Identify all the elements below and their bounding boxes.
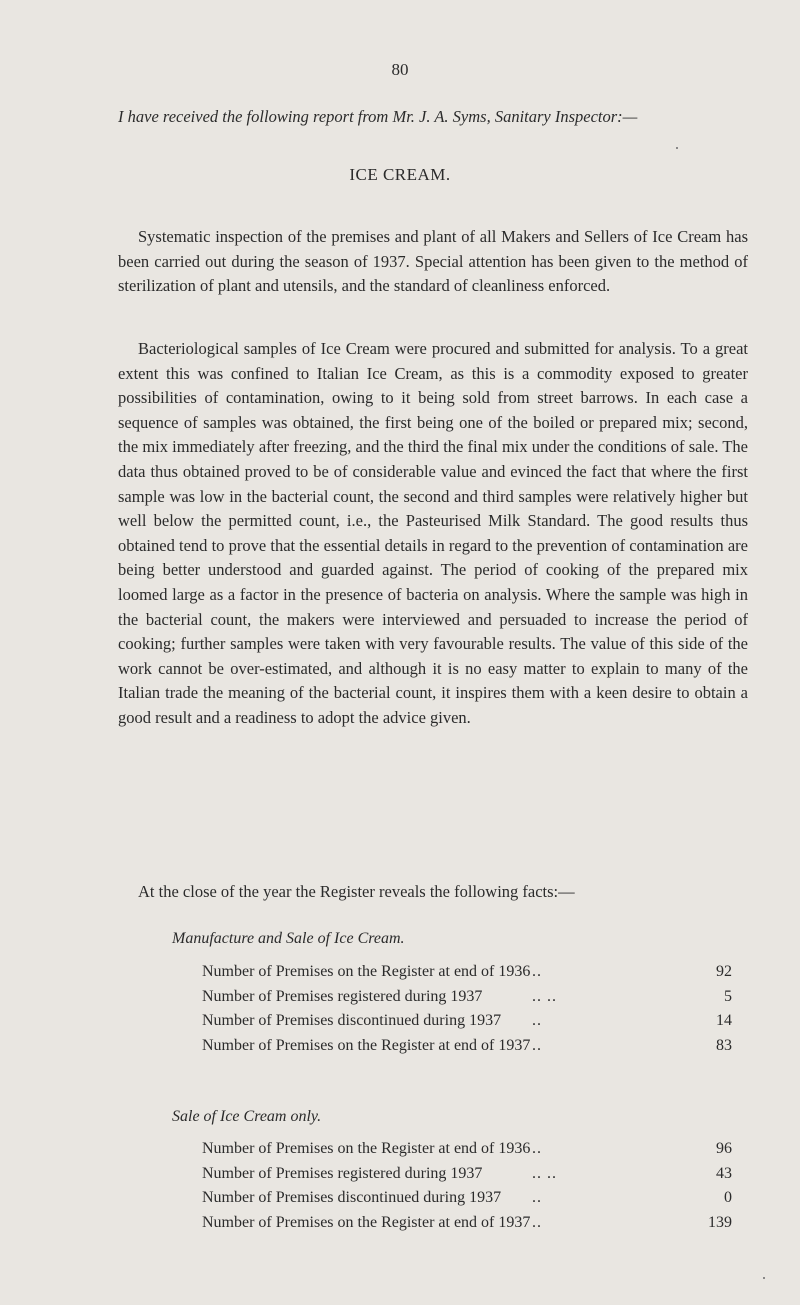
table-row: [202, 1140, 742, 1165]
row-label: Number of Premises registered during 1937: [202, 987, 483, 1005]
row-label: Number of Premises on the Register at end of 1937: [202, 1213, 531, 1231]
row-label: Number of Premises on the Register at end of 1937: [202, 1036, 531, 1054]
paragraph-bacteriological: Bacteriological samples of Ice Cream were procured and submitted for analysis. To a great extent this was confined to Italian Ice Cream, as this is a commodity exposed to greater possibilities of contamination, owing to it being sold from street barrows. In each case a sequence of samples was obtained, the first being one of the boiled or prepared mix; second, the mix immediately after freezing, and the third the final mix under the conditions of sale. The data thus obtained proved to be of considerable value and evinced the fact that where the first sample was low in the bacterial count, the second and third samples were relatively higher but well below the permitted count, i.e., the Pasteurised Milk Standard. The good results thus obtained tend to prove that the essential details in regard to the prevention of contamination are being better understood and guarded against. The period of cooking of the prepared mix loomed large as a factor in the presence of bacteria on analysis. Where the sample was high in the bacterial count, the makers were interviewed and persuaded to increase the period of cooking; further samples were taken with very favourable results. The value of this side of the work cannot be over-estimated, and although it is no easy matter to explain to many of the Italian trade the meaning of the bacterial count, it inspires them with a keen desire to obtain a good result and a readiness to adopt the advice given.: [118, 339, 748, 727]
row-leader: ..: [532, 1189, 542, 1206]
row-label: Number of Premises on the Register at end of 1936: [202, 1140, 531, 1157]
row-value: 83: [716, 1036, 732, 1054]
table-row: [202, 1037, 742, 1062]
page-number: 80: [391, 60, 409, 79]
row-value: 0: [724, 1189, 732, 1206]
table-row: [202, 1012, 742, 1037]
row-leader: ..: [532, 963, 542, 980]
row-leader: ..: [532, 1012, 542, 1029]
row-label: Number of Premises registered during 1937: [202, 1164, 483, 1182]
row-label: Number of Premises on the Register at end of 1936: [202, 963, 531, 980]
row-label: Number of Premises discontinued during 1937: [202, 1012, 502, 1029]
table-row: [202, 963, 742, 988]
row-value: 5: [724, 987, 732, 1005]
sale-only-table: [202, 1140, 742, 1238]
row-label: Number of Premises discontinued during 1937: [202, 1189, 502, 1206]
manufacture-sale-title: Manufacture and Sale of Ice Cream.: [172, 930, 405, 947]
table-row: [202, 988, 742, 1013]
intro-text: I have received the following report from Mr. J. A. Syms, Sanitary Inspector:—: [118, 107, 638, 126]
row-leader: ..: [532, 1213, 542, 1231]
row-leader: .. ..: [532, 1164, 557, 1182]
row-value: 139: [708, 1213, 732, 1231]
section-heading: ICE CREAM.: [349, 165, 451, 184]
paper-speck: [763, 1277, 765, 1279]
paragraph-register-facts: At the close of the year the Register reveals the following facts:—: [138, 882, 575, 901]
paper-speck: [676, 147, 678, 149]
table-row: [202, 1214, 742, 1239]
paragraph-inspection: Systematic inspection of the premises and plant of all Makers and Sellers of Ice Cream has been carried out during the season of 1937. Special attention has been given to the method of sterilization of plant and utensils, and the standard of cleanliness enforced.: [118, 227, 748, 296]
row-value: 96: [716, 1140, 732, 1157]
row-value: 14: [716, 1012, 732, 1029]
row-value: 43: [716, 1164, 732, 1182]
row-leader: ..: [532, 1036, 542, 1054]
row-leader: ..: [532, 1140, 542, 1157]
row-value: 92: [716, 963, 732, 980]
sale-only-title: Sale of Ice Cream only.: [172, 1108, 322, 1125]
manufacture-sale-table: [202, 963, 742, 1061]
row-leader: .. ..: [532, 987, 557, 1005]
table-row: [202, 1165, 742, 1190]
table-row: [202, 1189, 742, 1214]
